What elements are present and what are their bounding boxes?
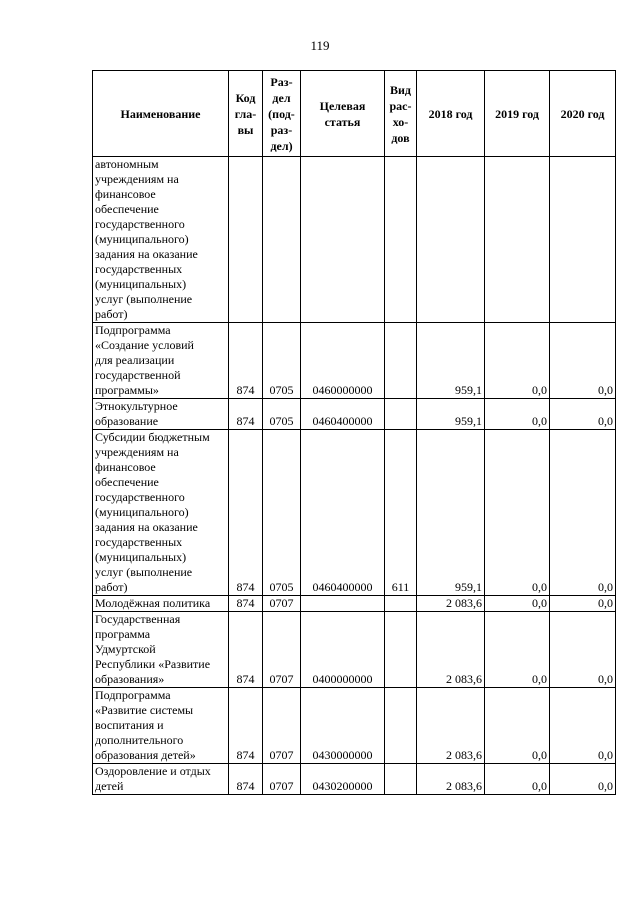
row-2019: 0,0 bbox=[485, 430, 550, 596]
row-code: 874 bbox=[229, 596, 263, 612]
table-row bbox=[93, 399, 616, 430]
row-code: 874 bbox=[229, 688, 263, 764]
row-name: Подпрограмма «Развитие системы воспитания и дополнительного образования детей» bbox=[93, 688, 229, 764]
row-2018: 2 083,6 bbox=[417, 764, 485, 795]
row-2018: 959,1 bbox=[417, 399, 485, 430]
budget-table bbox=[92, 70, 616, 795]
row-2019: 0,0 bbox=[485, 596, 550, 612]
table-row bbox=[93, 323, 616, 399]
row-target: 0460400000 bbox=[301, 430, 385, 596]
row-target: 0460000000 bbox=[301, 323, 385, 399]
row-section: 0705 bbox=[263, 323, 301, 399]
row-code: 874 bbox=[229, 323, 263, 399]
row-kind bbox=[385, 764, 417, 795]
row-2020: 0,0 bbox=[550, 764, 616, 795]
row-name: автономным учреждениям на финансовое обеспечение государственного (муниципального) задания на оказание государственных (муниципальных) услуг (выполнение работ) bbox=[93, 157, 229, 323]
header-2018: 2018 год bbox=[417, 71, 485, 157]
row-code: 874 bbox=[229, 399, 263, 430]
row-section bbox=[263, 157, 301, 323]
table-row bbox=[93, 157, 616, 323]
row-code: 874 bbox=[229, 612, 263, 688]
row-2019: 0,0 bbox=[485, 399, 550, 430]
row-section: 0707 bbox=[263, 688, 301, 764]
row-name: Молодёжная политика bbox=[93, 596, 229, 612]
page-number: 119 bbox=[310, 38, 330, 53]
row-kind bbox=[385, 688, 417, 764]
row-2020: 0,0 bbox=[550, 612, 616, 688]
header-code: Код гла- вы bbox=[229, 71, 263, 157]
row-target: 0460400000 bbox=[301, 399, 385, 430]
row-2018: 2 083,6 bbox=[417, 688, 485, 764]
row-kind bbox=[385, 157, 417, 323]
row-2019: 0,0 bbox=[485, 323, 550, 399]
row-code bbox=[229, 157, 263, 323]
row-2018: 959,1 bbox=[417, 323, 485, 399]
row-2020: 0,0 bbox=[550, 399, 616, 430]
header-section: Раз- дел (под- раз- дел) bbox=[263, 71, 301, 157]
row-section: 0705 bbox=[263, 430, 301, 596]
row-section: 0705 bbox=[263, 399, 301, 430]
row-section: 0707 bbox=[263, 596, 301, 612]
row-name: Подпрограмма «Создание условий для реализации государственной программы» bbox=[93, 323, 229, 399]
row-target: 0430200000 bbox=[301, 764, 385, 795]
row-2018 bbox=[417, 157, 485, 323]
row-2020: 0,0 bbox=[550, 688, 616, 764]
row-kind bbox=[385, 612, 417, 688]
row-2019 bbox=[485, 157, 550, 323]
row-code: 874 bbox=[229, 430, 263, 596]
row-2020: 0,0 bbox=[550, 430, 616, 596]
row-2020: 0,0 bbox=[550, 323, 616, 399]
row-kind: 611 bbox=[385, 430, 417, 596]
row-2019: 0,0 bbox=[485, 764, 550, 795]
header-target: Целевая статья bbox=[301, 71, 385, 157]
header-name: Наименование bbox=[93, 71, 229, 157]
table-row bbox=[93, 764, 616, 795]
table-row bbox=[93, 430, 616, 596]
header-kind: Вид рас- хо- дов bbox=[385, 71, 417, 157]
row-2018: 2 083,6 bbox=[417, 596, 485, 612]
row-target bbox=[301, 157, 385, 323]
row-section: 0707 bbox=[263, 764, 301, 795]
row-kind bbox=[385, 399, 417, 430]
row-2020 bbox=[550, 157, 616, 323]
row-section: 0707 bbox=[263, 612, 301, 688]
row-name: Субсидии бюджетным учреждениям на финансовое обеспечение государственного (муниципального) задания на оказание государственных (муниципальных) услуг (выполнение работ) bbox=[93, 430, 229, 596]
row-name: Государственная программа Удмуртской Республики «Развитие образования» bbox=[93, 612, 229, 688]
table-row bbox=[93, 596, 616, 612]
row-name: Этнокультурное образование bbox=[93, 399, 229, 430]
row-2018: 2 083,6 bbox=[417, 612, 485, 688]
row-target bbox=[301, 596, 385, 612]
header-2020: 2020 год bbox=[550, 71, 616, 157]
row-name: Оздоровление и отдых детей bbox=[93, 764, 229, 795]
row-2018: 959,1 bbox=[417, 430, 485, 596]
row-kind bbox=[385, 323, 417, 399]
row-target: 0400000000 bbox=[301, 612, 385, 688]
table-header-row bbox=[93, 71, 616, 157]
row-kind bbox=[385, 596, 417, 612]
row-2019: 0,0 bbox=[485, 612, 550, 688]
table-row bbox=[93, 688, 616, 764]
row-2020: 0,0 bbox=[550, 596, 616, 612]
row-target: 0430000000 bbox=[301, 688, 385, 764]
header-2019: 2019 год bbox=[485, 71, 550, 157]
row-code: 874 bbox=[229, 764, 263, 795]
table-row bbox=[93, 612, 616, 688]
row-2019: 0,0 bbox=[485, 688, 550, 764]
